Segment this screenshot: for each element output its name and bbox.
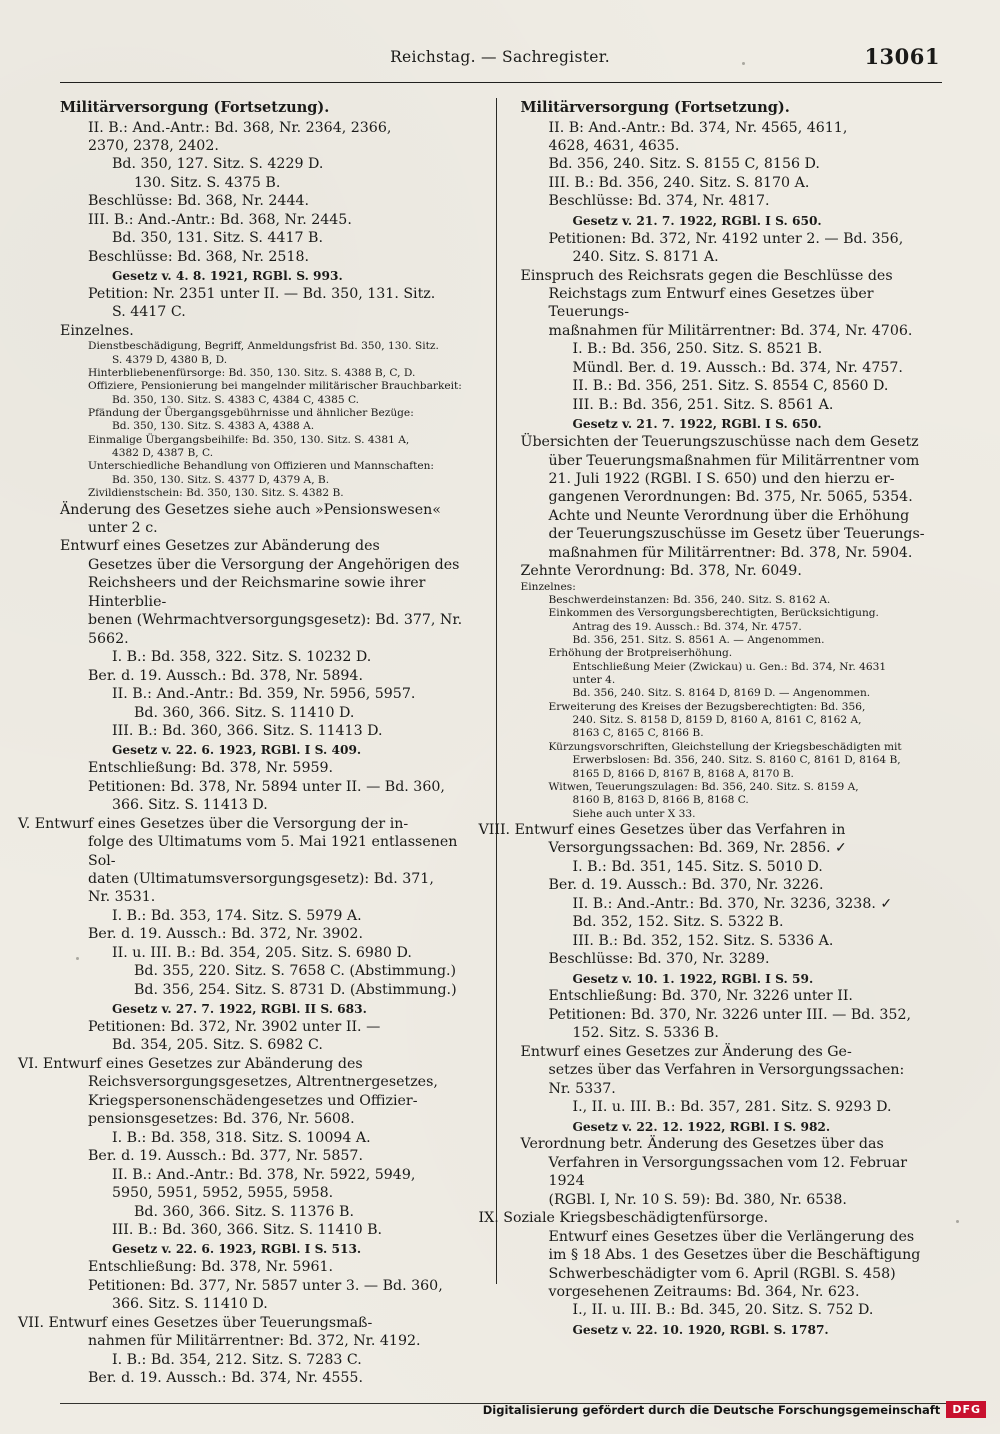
- page-header: [60, 44, 940, 82]
- index-entry-line: 21. Juli 1922 (RGBl. I S. 650) und den hierzu er-: [548, 470, 895, 487]
- index-entry-line: I. B.: Bd. 358, 318. Sitz. S. 10094 A.: [112, 1129, 371, 1146]
- page-number: 13061: [864, 44, 940, 69]
- index-entry-line: Beschlüsse: Bd. 368, Nr. 2444.: [88, 193, 310, 210]
- index-entry-line: III. B.: Bd. 352, 152. Sitz. S. 5336 A.: [572, 932, 834, 949]
- index-entry-line: VII. Entwurf eines Gesetzes über Teuerungsmaß-: [18, 1314, 373, 1331]
- index-entry-line: Petition: Nr. 2351 unter II. — Bd. 350, 131. Sitz.: [88, 286, 436, 303]
- index-entry-line: 8160 B, 8163 D, 8166 B, 8168 C.: [572, 794, 749, 807]
- index-entry-line: Petitionen: Bd. 370, Nr. 3226 unter III. — Bd. 352,: [548, 1006, 911, 1023]
- index-entry-line: VI. Entwurf eines Gesetzes zur Abänderung des: [18, 1055, 363, 1072]
- index-entry-line: II. B: And.-Antr.: Bd. 374, Nr. 4565, 4611,: [548, 119, 848, 136]
- section-heading: Militärversorgung (Fortsetzung).: [520, 99, 790, 116]
- index-entry-line: Beschlüsse: Bd. 368, Nr. 2518.: [88, 248, 310, 265]
- index-entry-line: Erhöhung der Brotpreiserhöhung.: [548, 647, 733, 660]
- index-entry-line: gangenen Verordnungen: Bd. 375, Nr. 5065, 5354.: [548, 489, 913, 506]
- index-entry-line: pensionsgesetzes: Bd. 376, Nr. 5608.: [88, 1111, 355, 1128]
- index-entry-line: benen (Wehrmachtversorgungsgesetz): Bd. 377, Nr. 5662.: [88, 612, 463, 647]
- index-entry-line: I. B.: Bd. 353, 174. Sitz. S. 5979 A.: [112, 907, 362, 924]
- right-column: [478, 96, 943, 1364]
- digitization-credit: Digitalisierung gefördert durch die Deutsche Forschungsgemeinschaft: [482, 1402, 941, 1417]
- index-entry-line: Kriegspersonenschädengesetzes und Offizier-: [88, 1092, 418, 1109]
- section-heading: Militärversorgung (Fortsetzung).: [60, 99, 330, 116]
- index-entry-line: Einkommen des Versorgungsberechtigten, Berücksichtigung.: [548, 607, 879, 620]
- index-entry-line: Bd. 355, 220. Sitz. S. 7658 C. (Abstimmung.): [134, 963, 457, 980]
- header-rule: [60, 82, 942, 83]
- index-entry-line: Gesetz v. 22. 10. 1920, RGBl. S. 1787.: [572, 1322, 829, 1337]
- index-entry-line: Gesetz v. 22. 12. 1922, RGBl. I S. 982.: [572, 1119, 831, 1134]
- index-entry-line: 2370, 2378, 2402.: [88, 138, 219, 154]
- index-entry-line: Reichsheers und der Reichsmarine sowie ihrer Hinterblie-: [88, 575, 426, 610]
- index-entry-line: Beschlüsse: Bd. 374, Nr. 4817.: [548, 193, 770, 210]
- scan-speck: [956, 1220, 959, 1223]
- index-entry-line: Petitionen: Bd. 377, Nr. 5857 unter 3. — Bd. 360,: [88, 1277, 443, 1294]
- index-entry-line: Gesetz v. 27. 7. 1922, RGBl. II S. 683.: [112, 1002, 367, 1017]
- index-entry-line: 4382 D, 4387 B, C.: [112, 447, 214, 460]
- index-entry-line: Nr. 3531.: [88, 889, 156, 906]
- index-entry-line: Ber. d. 19. Aussch.: Bd. 370, Nr. 3226.: [548, 877, 824, 894]
- index-entry-line: nahmen für Militärrentner: Bd. 372, Nr. 4192.: [88, 1333, 421, 1350]
- index-entry-line: Dienstbeschädigung, Begriff, Anmeldungsfrist Bd. 350, 130. Sitz.: [88, 340, 439, 353]
- index-entry-line: Reichstags zum Entwurf eines Gesetzes über Teuerungs-: [548, 286, 874, 321]
- index-entry-line: Hinterbliebenenfürsorge: Bd. 350, 130. Sitz. S. 4388 B, C, D.: [88, 367, 416, 380]
- index-entry-line: Verfahren in Versorgungssachen vom 12. Februar 1924: [548, 1154, 908, 1190]
- index-entry-line: Einzelnes.: [60, 322, 134, 339]
- index-entry-line: 240. Sitz. S. 8158 D, 8159 D, 8160 A, 8161 C, 8162 A,: [572, 714, 862, 727]
- index-entry-line: Bd. 360, 366. Sitz. S. 11410 D.: [134, 704, 355, 721]
- index-entry-line: Übersichten der Teuerungszuschüsse nach dem Gesetz: [520, 434, 919, 451]
- index-entry-line: Bd. 350, 127. Sitz. S. 4229 D.: [112, 156, 324, 173]
- index-entry-line: Entschließung Meier (Zwickau) u. Gen.: Bd. 374, Nr. 4631: [572, 660, 887, 673]
- index-entry-line: im § 18 Abs. 1 des Gesetzes über die Beschäftigung: [548, 1247, 921, 1264]
- index-entry-line: vorgesehenen Zeitraums: Bd. 364, Nr. 623.: [548, 1284, 860, 1301]
- index-entry-line: 240. Sitz. S. 8171 A.: [572, 249, 719, 266]
- index-entry-line: Reichsversorgungsgesetzes, Altrentnergesetzes,: [88, 1074, 438, 1091]
- index-entry-line: Schwerbeschädigter vom 6. April (RGBl. S. 458): [548, 1265, 896, 1282]
- index-entry-line: daten (Ultimatumsversorgungsgesetz): Bd. 371,: [88, 870, 434, 887]
- index-entry-line: 130. Sitz. S. 4375 B.: [134, 174, 281, 191]
- index-entry-line: Zivildienstschein: Bd. 350, 130. Sitz. S. 4382 B.: [88, 487, 344, 500]
- index-entry-line: Kürzungsvorschriften, Gleichstellung der Kriegsbeschädigten mit: [548, 740, 902, 753]
- index-entry-line: III. B.: Bd. 360, 366. Sitz. S. 11413 D.: [112, 722, 383, 739]
- scan-speck: [76, 957, 79, 960]
- index-entry-line: Bd. 356, 251. Sitz. S. 8561 A. — Angenommen.: [572, 634, 825, 647]
- index-entry-line: Bd. 356, 254. Sitz. S. 8731 D. (Abstimmung.): [134, 981, 457, 998]
- index-entry-line: I. B.: Bd. 351, 145. Sitz. S. 5010 D.: [572, 858, 823, 875]
- index-entry-line: Ber. d. 19. Aussch.: Bd. 378, Nr. 5894.: [88, 667, 363, 684]
- index-entry-line: Pfändung der Übergangsgebührnisse und ähnlicher Bezüge:: [88, 407, 414, 420]
- index-entry-line: VIII. Entwurf eines Gesetzes über das Verfahren in: [478, 821, 846, 838]
- index-entry-line: II. B.: And.-Antr.: Bd. 378, Nr. 5922, 5949,: [112, 1166, 416, 1183]
- index-entry-line: Einspruch des Reichsrats gegen die Beschlüsse des: [520, 267, 893, 284]
- index-entry-line: maßnahmen für Militärrentner: Bd. 378, Nr. 5904.: [548, 544, 913, 561]
- index-entry-line: Gesetzes über die Versorgung der Angehörigen des: [88, 556, 460, 573]
- index-entry-line: Erweiterung des Kreises der Bezugsberechtigten: Bd. 356,: [548, 700, 866, 713]
- index-entry-line: 366. Sitz. S. 11413 D.: [112, 797, 268, 814]
- index-entry-line: Einzelnes:: [520, 580, 576, 593]
- index-entry-line: II. B.: Bd. 356, 251. Sitz. S. 8554 C, 8560 D.: [572, 378, 889, 395]
- index-entry-line: Beschlüsse: Bd. 370, Nr. 3289.: [548, 951, 770, 968]
- index-entry-line: Bd. 354, 205. Sitz. S. 6982 C.: [112, 1037, 323, 1054]
- index-entry-line: Entschließung: Bd. 378, Nr. 5959.: [88, 760, 334, 777]
- index-entry-line: Entschließung: Bd. 378, Nr. 5961.: [88, 1259, 334, 1276]
- index-entry-line: Offiziere, Pensionierung bei mangelnder militärischer Brauchbarkeit:: [88, 380, 462, 393]
- index-entry-line: Antrag des 19. Aussch.: Bd. 374, Nr. 4757.: [572, 620, 802, 633]
- index-entry-line: III. B.: Bd. 356, 251. Sitz. S. 8561 A.: [572, 396, 834, 413]
- index-entry-line: Bd. 360, 366. Sitz. S. 11376 B.: [134, 1203, 354, 1220]
- index-entry-line: Petitionen: Bd. 378, Nr. 5894 unter II. — Bd. 360,: [88, 778, 445, 795]
- index-entry-line: (RGBl. I, Nr. 10 S. 59): Bd. 380, Nr. 6538.: [548, 1191, 847, 1208]
- index-entry-line: setzes über das Verfahren in Versorgungssachen:: [548, 1062, 905, 1079]
- index-entry-line: Entwurf eines Gesetzes zur Änderung des Ge-: [520, 1043, 852, 1060]
- two-column-body: [18, 96, 942, 1387]
- index-entry-line: 8163 C, 8165 C, 8166 B.: [572, 727, 704, 740]
- index-entry-line: Achte und Neunte Verordnung über die Erhöhung: [548, 507, 910, 524]
- index-entry-line: Unterschiedliche Behandlung von Offizieren und Mannschaften:: [88, 460, 434, 473]
- scan-speck: [742, 62, 745, 65]
- index-entry-line: der Teuerungszuschüsse im Gesetz über Teuerungs-: [548, 526, 925, 543]
- index-entry-line: Erwerbslosen: Bd. 356, 240. Sitz. S. 8160 C, 8161 D, 8164 B,: [572, 754, 901, 767]
- index-entry-line: Änderung des Gesetzes siehe auch »Pensionswesen«: [60, 501, 441, 518]
- index-entry-line: Bd. 350, 130. Sitz. S. 4377 D, 4379 A, B.: [112, 473, 330, 486]
- index-entry-line: 4628, 4631, 4635.: [548, 138, 680, 154]
- index-entry-line: I. B.: Bd. 354, 212. Sitz. S. 7283 C.: [112, 1351, 362, 1368]
- index-entry-line: Gesetz v. 10. 1. 1922, RGBl. I S. 59.: [572, 971, 814, 986]
- index-entry-line: Gesetz v. 21. 7. 1922, RGBl. I S. 650.: [572, 417, 822, 432]
- index-entry-line: Petitionen: Bd. 372, Nr. 3902 unter II. —: [88, 1019, 381, 1036]
- index-entry-line: II. B.: And.-Antr.: Bd. 368, Nr. 2364, 2366,: [88, 119, 392, 136]
- index-entry-line: Witwen, Teuerungszulagen: Bd. 356, 240. Sitz. S. 8159 A,: [548, 780, 859, 793]
- index-entry-line: maßnahmen für Militärrentner: Bd. 374, Nr. 4706.: [548, 322, 913, 339]
- index-entry-line: Nr. 5337.: [548, 1080, 616, 1097]
- index-entry-line: V. Entwurf eines Gesetzes über die Versorgung der in-: [18, 815, 409, 832]
- index-entry-line: Versorgungssachen: Bd. 369, Nr. 2856. ✓: [548, 840, 847, 857]
- index-entry-line: I. B.: Bd. 356, 250. Sitz. S. 8521 B.: [572, 341, 823, 358]
- index-entry-line: III. B.: Bd. 356, 240. Sitz. S. 8170 A.: [548, 174, 810, 191]
- index-entry-line: Bd. 356, 240. Sitz. S. 8164 D, 8169 D. — Angenommen.: [572, 687, 871, 700]
- index-entry-line: Einmalige Übergangsbeihilfe: Bd. 350, 130. Sitz. S. 4381 A,: [88, 433, 410, 446]
- index-entry-line: Bd. 350, 131. Sitz. S. 4417 B.: [112, 230, 323, 247]
- index-entry-line: Ber. d. 19. Aussch.: Bd. 372, Nr. 3902.: [88, 926, 363, 943]
- index-entry-line: Bd. 352, 152. Sitz. S. 5322 B.: [572, 914, 784, 931]
- left-column: [18, 96, 496, 1387]
- index-entry-line: Gesetz v. 22. 6. 1923, RGBl. I S. 513.: [112, 1242, 362, 1257]
- index-entry-line: Bd. 356, 240. Sitz. S. 8155 C, 8156 D.: [548, 156, 820, 173]
- index-entry-line: Zehnte Verordnung: Bd. 378, Nr. 6049.: [520, 563, 802, 580]
- index-entry-line: Siehe auch unter X 33.: [572, 807, 696, 820]
- index-entry-line: 152. Sitz. S. 5336 B.: [572, 1025, 719, 1042]
- index-entry-line: Entwurf eines Gesetzes zur Abänderung des: [60, 538, 380, 555]
- index-entry-line: I., II. u. III. B.: Bd. 357, 281. Sitz. S. 9293 D.: [572, 1099, 892, 1116]
- index-entry-line: Petitionen: Bd. 372, Nr. 4192 unter 2. — Bd. 356,: [548, 230, 904, 247]
- index-entry-line: Mündl. Ber. d. 19. Aussch.: Bd. 374, Nr. 4757.: [572, 359, 903, 376]
- index-entry-line: Gesetz v. 22. 6. 1923, RGBl. I S. 409.: [112, 743, 362, 758]
- index-entry-line: unter 4.: [572, 674, 616, 687]
- index-entry-line: Entwurf eines Gesetzes über die Verlängerung des: [548, 1228, 915, 1245]
- index-entry-line: Entschließung: Bd. 370, Nr. 3226 unter II.: [548, 988, 853, 1005]
- index-entry-line: unter 2 c.: [88, 519, 158, 536]
- index-entry-line: Beschwerdeinstanzen: Bd. 356, 240. Sitz. S. 8162 A.: [548, 594, 831, 607]
- index-entry-line: 8165 D, 8166 D, 8167 B, 8168 A, 8170 B.: [572, 767, 794, 780]
- dfg-logo: DFG: [946, 1401, 986, 1418]
- index-entry-line: über Teuerungsmaßnahmen für Militärrentner vom: [548, 452, 920, 469]
- index-entry-line: Ber. d. 19. Aussch.: Bd. 374, Nr. 4555.: [88, 1370, 363, 1387]
- index-entry-line: Bd. 350, 130. Sitz. S. 4383 C, 4384 C, 4385 C.: [112, 393, 360, 406]
- index-entry-line: Bd. 350, 130. Sitz. S. 4383 A, 4388 A.: [112, 420, 315, 433]
- index-entry-line: I., II. u. III. B.: Bd. 345, 20. Sitz. S. 752 D.: [572, 1302, 874, 1319]
- index-entry-line: folge des Ultimatums vom 5. Mai 1921 entlassenen Sol-: [88, 834, 458, 869]
- index-entry-line: 5950, 5951, 5952, 5955, 5958.: [112, 1185, 334, 1202]
- index-entry-line: Gesetz v. 21. 7. 1922, RGBl. I S. 650.: [572, 213, 822, 228]
- index-entry-line: II. u. III. B.: Bd. 354, 205. Sitz. S. 6980 D.: [112, 944, 412, 961]
- index-entry-line: S. 4417 C.: [112, 304, 186, 321]
- index-entry-line: Verordnung betr. Änderung des Gesetzes über das: [520, 1136, 884, 1153]
- index-entry-line: 366. Sitz. S. 11410 D.: [112, 1296, 268, 1313]
- index-entry-line: III. B.: And.-Antr.: Bd. 368, Nr. 2445.: [88, 211, 352, 228]
- index-entry-line: IX. Soziale Kriegsbeschädigtenfürsorge.: [478, 1210, 769, 1227]
- page-footer: [0, 1396, 1000, 1426]
- index-entry-line: I. B.: Bd. 358, 322. Sitz. S. 10232 D.: [112, 649, 372, 666]
- index-entry-line: S. 4379 D, 4380 B, D.: [112, 353, 228, 366]
- index-entry-line: Ber. d. 19. Aussch.: Bd. 377, Nr. 5857.: [88, 1148, 363, 1165]
- index-entry-line: II. B.: And.-Antr.: Bd. 370, Nr. 3236, 3238. ✓: [572, 895, 893, 912]
- index-entry-line: III. B.: Bd. 360, 366. Sitz. S. 11410 B.: [112, 1222, 383, 1238]
- index-entry-line: Gesetz v. 4. 8. 1921, RGBl. S. 993.: [112, 269, 343, 284]
- index-entry-line: II. B.: And.-Antr.: Bd. 359, Nr. 5956, 5957.: [112, 686, 416, 703]
- running-head: Reichstag. — Sachregister.: [390, 48, 610, 66]
